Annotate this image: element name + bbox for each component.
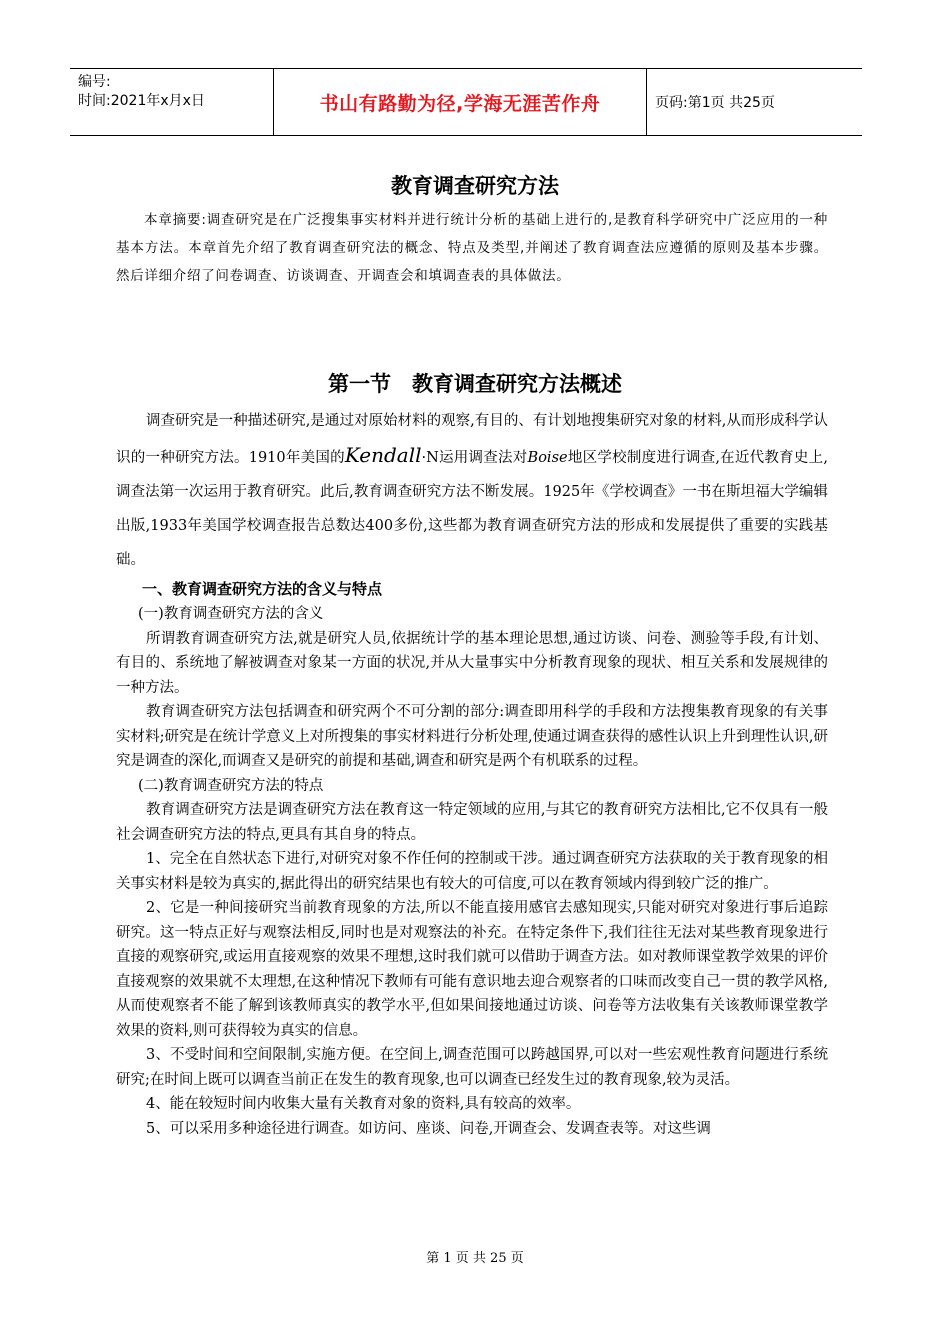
paragraph-feature-2: 2、它是一种间接研究当前教育现象的方法,所以不能直接用感官去感知现实,只能对研究对象进行事后追踪研究。这一特点正好与观察法相反,同时也是对观察法的补充。在特定条件下,我们往往无法对某些教育现象进行直接的观察研究,或运用直接观察的效果不理想,这时我们就可以借助于调查方法。如对教师课堂教学效果的评价直接观察的效果就不太理想,在这种情况下教师有可能有意识地去迎合观察者的口味而改变自己一贯的教学风格,从而使观察者不能了解到该教师真实的教学水平,但如果间接地通过访谈、问卷等方法收集有关该教师课堂教学效果的资料,则可获得较为真实的信息。 [116,900,828,1039]
motto-text: 书山有路勤为径,学海无涯苦作舟 [319,92,601,115]
paragraph-feature-3: 3、不受时间和空间限制,实施方便。在空间上,调查范围可以跨越国界,可以对一些宏观性教育问题进行系统研究;在时间上既可以调查当前正在发生的教育现象,也可以调查已经发生过的教育现象,较为灵活。 [116,1047,828,1088]
header-motto-cell [273,69,647,135]
subheading-features: (二)教育调查研究方法的特点 [138,777,324,794]
intro-part1: 调查研究是一种描述研究,是通过对原始材料的观察,有目的、有计划地搜集研究对象的材料,从而形成科学认识的一种研究方法。1910年美国的 [116,413,828,466]
header-table [70,68,862,136]
paragraph-meaning-2: 教育调查研究方法包括调查和研究两个不可分割的部分:调查即用科学的手段和方法搜集教育现象的有关事实材料;研究是在统计学意义上对所搜集的事实材料进行分析处理,使通过调查获得的感性认识上升到理性认识,研究是调查的深化,而调查又是研究的前提和基础,调查和研究是两个有机联系的过程。 [116,704,828,769]
section-title: 第一节 教育调查研究方法概述 [328,372,622,396]
paragraph-feature-5: 5、可以采用多种途径进行调查。如访问、座谈、问卷,开调查会、发调查表等。对这些调 [146,1120,711,1137]
boise-name: Boise [527,450,568,466]
header-page-cell [647,69,862,135]
header-meta-cell [70,69,273,135]
paragraph-feature-1: 1、完全在自然状态下进行,对研究对象不作任何的控制或干涉。通过调查研究方法获取的关于教育现象的相关事实材料是较为真实的,据此得出的研究结果也有较大的可信度,可以在教育领域内得到较广泛的推广。 [116,851,828,892]
document-title: 教育调查研究方法 [391,174,559,198]
intro-part3: 地区学校制度进行调查,在近代教育史上,调查法第一次运用于教育研究。此后,教育调查研究方法不断发展。1925年《学校调查》一书在斯坦福大学编辑出版,1933年美国学校调查报告总数达400多份,这些都为教育调查研究方法的形成和发展提供了重要的实践基础。 [116,450,829,568]
abstract-paragraph: 本章摘要:调查研究是在广泛搜集事实材料并进行统计分析的基础上进行的,是教育科学研究中广泛应用的一种基本方法。本章首先介绍了教育调查研究法的概念、特点及类型,并阐述了教育调查法应遵循的原则及基本步骤。然后详细介绍了问卷调查、访谈调查、开调查会和填调查表的具体做法。 [116,212,828,284]
intro-part2: ·N运用调查法对 [421,450,528,466]
intro-paragraph [116,404,828,577]
number-label: 编号: [78,74,111,90]
paragraph-meaning-1: 所谓教育调查研究方法,就是研究人员,依据统计学的基本理论思想,通过访谈、问卷、测验等手段,有计划、有目的、系统地了解被调查对象某一方面的状况,并从大量事实中分析教育现象的现状、相互关系和发展规律的一种方法。 [116,630,828,696]
page-label: 页码:第1页 共25页 [655,95,775,111]
paragraph-feature-4: 4、能在较短时间内收集大量有关教育对象的资料,具有较高的效率。 [146,1096,581,1112]
page-footer: 第 1 页 共 25 页 [426,1251,524,1266]
heading-1: 一、教育调查研究方法的含义与特点 [142,580,383,598]
body-text [116,404,828,1141]
paragraph-features-intro: 教育调查研究方法是调查研究方法在教育这一特定领域的应用,与其它的教育研究方法相比,它不仅具有一般社会调查研究方法的特点,更具有其自身的特点。 [116,802,828,843]
time-label: 时间:2021年x月x日 [78,93,205,109]
kendall-name: Kendall [344,443,422,467]
subheading-meaning: (一)教育调查研究方法的含义 [138,606,324,622]
